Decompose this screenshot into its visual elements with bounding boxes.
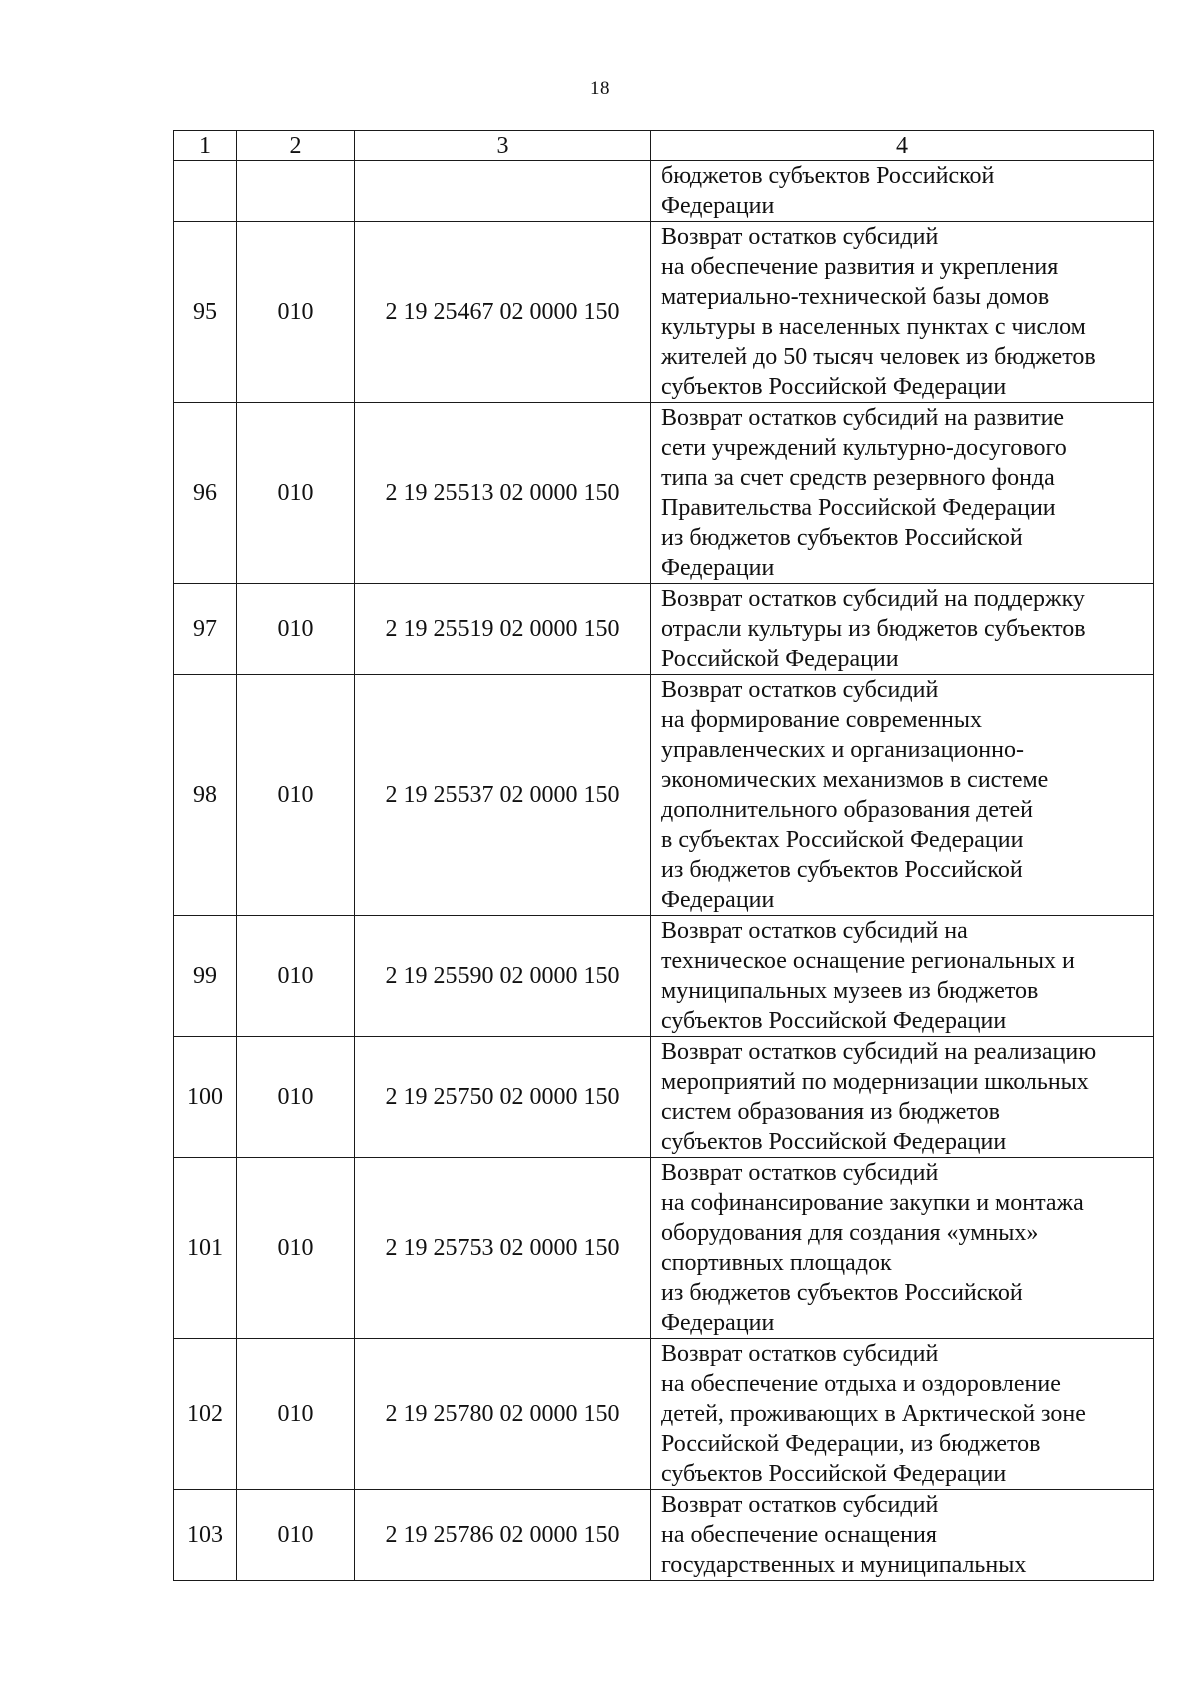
- admin-code-cell: 010: [237, 1158, 355, 1339]
- description-cell: [651, 584, 1154, 675]
- budget-code-cell: 2 19 25519 02 0000 150: [355, 584, 651, 675]
- budget-code-cell: 2 19 25753 02 0000 150: [355, 1158, 651, 1339]
- description-line: Возврат остатков субсидий на реализацию: [661, 1039, 1097, 1065]
- description-line: детей, проживающих в Арктической зоне: [661, 1401, 1086, 1427]
- admin-code-cell: 010: [237, 403, 355, 584]
- description-cell: [651, 675, 1154, 916]
- description-line: бюджетов субъектов Российской: [661, 163, 995, 189]
- header-col-2: 2: [237, 131, 355, 161]
- description-line: Федерации: [661, 193, 775, 219]
- row-number-cell: [174, 161, 237, 222]
- description-line: субъектов Российской Федерации: [661, 1461, 1007, 1487]
- table-row: [174, 1339, 1154, 1490]
- description-line: материально-технической базы домов: [661, 284, 1050, 310]
- description-line: мероприятий по модернизации школьных: [661, 1069, 1089, 1095]
- table-header: [174, 131, 1154, 161]
- description-line: дополнительного образования детей: [661, 797, 1033, 823]
- description-line: на софинансирование закупки и монтажа: [661, 1190, 1084, 1216]
- page-number: 18: [590, 78, 610, 99]
- description-line: техническое оснащение региональных и: [661, 948, 1075, 974]
- budget-code-cell: 2 19 25467 02 0000 150: [355, 222, 651, 403]
- description-cell: [651, 161, 1154, 222]
- header-col-1: 1: [174, 131, 237, 161]
- budget-code-cell: 2 19 25513 02 0000 150: [355, 403, 651, 584]
- description-line: культуры в населенных пунктах с числом: [661, 314, 1086, 340]
- description-line: спортивных площадок: [661, 1250, 892, 1276]
- budget-code-cell: 2 19 25786 02 0000 150: [355, 1490, 651, 1581]
- description-line: отрасли культуры из бюджетов субъектов: [661, 616, 1086, 642]
- description-cell: [651, 1158, 1154, 1339]
- table-row: [174, 1037, 1154, 1158]
- description-line: Возврат остатков субсидий: [661, 677, 939, 703]
- description-line: Правительства Российской Федерации: [661, 495, 1056, 521]
- description-line: Возврат остатков субсидий: [661, 1341, 939, 1367]
- table-row: [174, 403, 1154, 584]
- description-cell: [651, 1037, 1154, 1158]
- description-line: государственных и муниципальных: [661, 1552, 1027, 1578]
- description-cell: [651, 916, 1154, 1037]
- description-line: Федерации: [661, 1310, 775, 1336]
- budget-code-cell: 2 19 25590 02 0000 150: [355, 916, 651, 1037]
- admin-code-cell: 010: [237, 584, 355, 675]
- budget-codes-table: [173, 130, 1154, 1581]
- description-line: Возврат остатков субсидий на развитие: [661, 405, 1065, 431]
- description-line: экономических механизмов в системе: [661, 767, 1049, 793]
- table-body: [174, 161, 1154, 1581]
- budget-code-cell: 2 19 25780 02 0000 150: [355, 1339, 651, 1490]
- admin-code-cell: 010: [237, 1490, 355, 1581]
- description-line: на обеспечение отдыха и оздоровление: [661, 1371, 1061, 1397]
- description-line: управленческих и организационно-: [661, 737, 1024, 763]
- admin-code-cell: 010: [237, 916, 355, 1037]
- description-line: Возврат остатков субсидий: [661, 224, 939, 250]
- description-line: субъектов Российской Федерации: [661, 1008, 1007, 1034]
- description-line: Возврат остатков субсидий на: [661, 918, 968, 944]
- description-line: субъектов Российской Федерации: [661, 374, 1007, 400]
- description-line: типа за счет средств резервного фонда: [661, 465, 1055, 491]
- row-number-cell: 100: [174, 1037, 237, 1158]
- description-line: Федерации: [661, 555, 775, 581]
- table-row: [174, 1158, 1154, 1339]
- description-line: Возврат остатков субсидий: [661, 1160, 939, 1186]
- row-number-cell: 97: [174, 584, 237, 675]
- row-number-cell: 103: [174, 1490, 237, 1581]
- admin-code-cell: 010: [237, 222, 355, 403]
- row-number-cell: 96: [174, 403, 237, 584]
- description-line: жителей до 50 тысяч человек из бюджетов: [661, 344, 1096, 370]
- description-cell: [651, 1490, 1154, 1581]
- description-line: оборудования для создания «умных»: [661, 1220, 1039, 1246]
- description-line: Российской Федерации, из бюджетов: [661, 1431, 1041, 1457]
- admin-code-cell: 010: [237, 1339, 355, 1490]
- description-line: муниципальных музеев из бюджетов: [661, 978, 1039, 1004]
- description-line: в субъектах Российской Федерации: [661, 827, 1024, 853]
- table-row: [174, 584, 1154, 675]
- description-line: Федерации: [661, 887, 775, 913]
- description-cell: [651, 222, 1154, 403]
- description-line: из бюджетов субъектов Российской: [661, 1280, 1023, 1306]
- description-line: Возврат остатков субсидий на поддержку: [661, 586, 1085, 612]
- table-row: [174, 916, 1154, 1037]
- description-line: на обеспечение оснащения: [661, 1522, 937, 1548]
- description-line: сети учреждений культурно-досугового: [661, 435, 1067, 461]
- table-row: [174, 161, 1154, 222]
- row-number-cell: 99: [174, 916, 237, 1037]
- header-col-3: 3: [355, 131, 651, 161]
- row-number-cell: 98: [174, 675, 237, 916]
- description-cell: [651, 403, 1154, 584]
- description-line: Возврат остатков субсидий: [661, 1492, 939, 1518]
- row-number-cell: 95: [174, 222, 237, 403]
- admin-code-cell: 010: [237, 675, 355, 916]
- budget-code-cell: 2 19 25750 02 0000 150: [355, 1037, 651, 1158]
- admin-code-cell: 010: [237, 1037, 355, 1158]
- header-row: [174, 131, 1154, 161]
- row-number-cell: 101: [174, 1158, 237, 1339]
- row-number-cell: 102: [174, 1339, 237, 1490]
- table-row: [174, 222, 1154, 403]
- description-cell: [651, 1339, 1154, 1490]
- description-line: на обеспечение развития и укрепления: [661, 254, 1059, 280]
- description-line: из бюджетов субъектов Российской: [661, 857, 1023, 883]
- description-line: субъектов Российской Федерации: [661, 1129, 1007, 1155]
- description-line: на формирование современных: [661, 707, 983, 733]
- budget-code-cell: 2 19 25537 02 0000 150: [355, 675, 651, 916]
- header-col-4: 4: [651, 131, 1154, 161]
- admin-code-cell: [237, 161, 355, 222]
- budget-code-cell: [355, 161, 651, 222]
- description-line: систем образования из бюджетов: [661, 1099, 1000, 1125]
- description-line: из бюджетов субъектов Российской: [661, 525, 1023, 551]
- table-row: [174, 675, 1154, 916]
- description-line: Российской Федерации: [661, 646, 899, 672]
- table-row: [174, 1490, 1154, 1581]
